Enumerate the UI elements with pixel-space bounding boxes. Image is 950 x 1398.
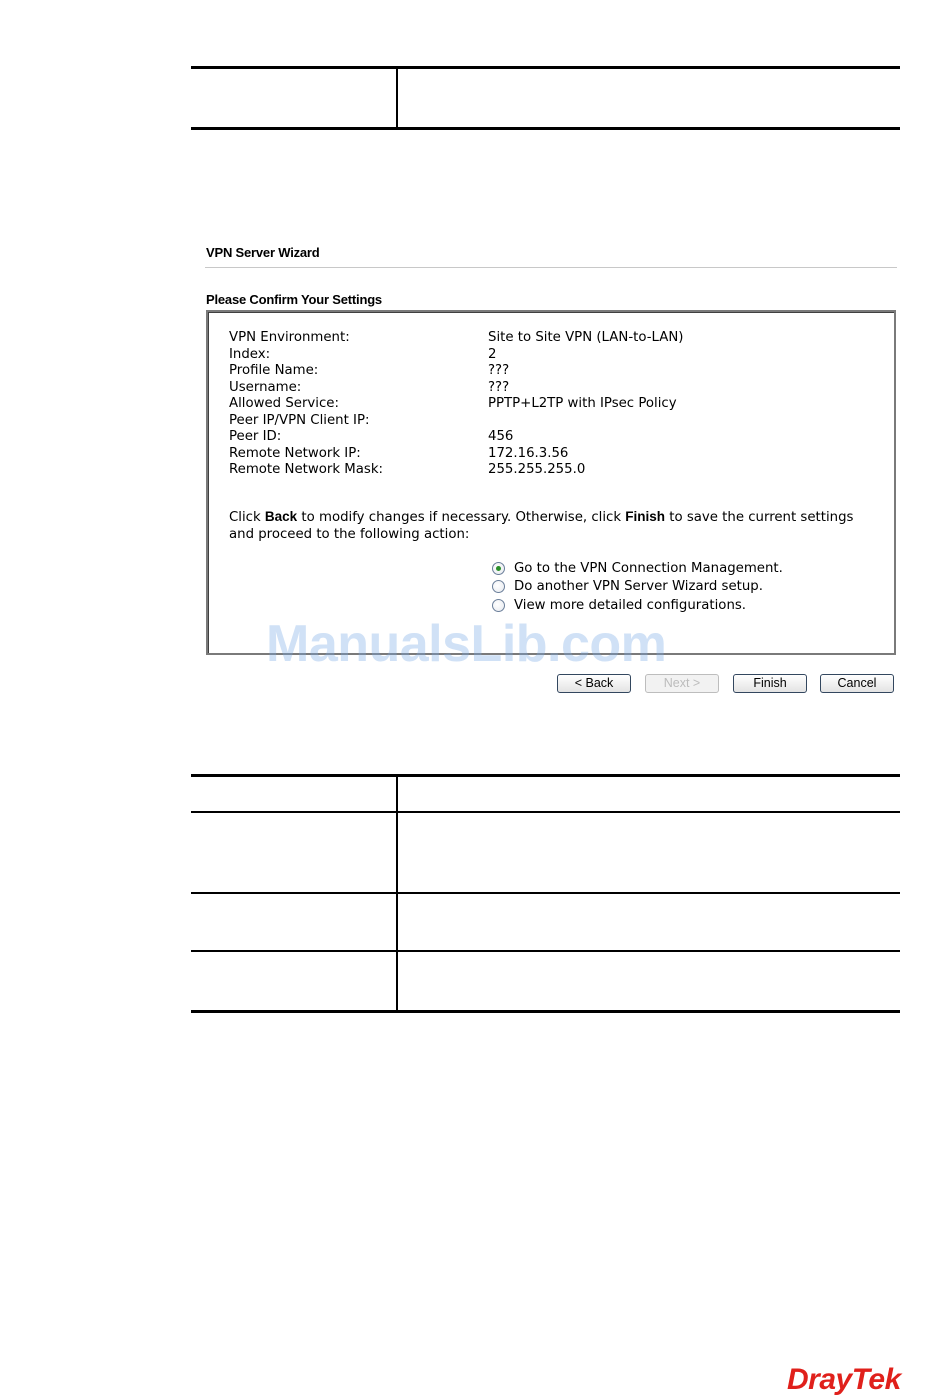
- setting-value: 456: [488, 429, 514, 444]
- title-divider: [205, 267, 897, 268]
- setting-label: Allowed Service:: [229, 396, 339, 411]
- setting-label: Profile Name:: [229, 363, 319, 378]
- setting-value: 172.16.3.56: [488, 445, 569, 461]
- setting-label: Remote Network IP:: [229, 445, 361, 461]
- watermark-text: ManualsLib.com: [266, 615, 667, 673]
- setting-value: Site to Site VPN (LAN-to-LAN): [488, 330, 684, 345]
- option-another-wizard-setup[interactable]: [492, 578, 783, 597]
- instruction-part: Click: [229, 510, 265, 525]
- setting-label: Index:: [229, 346, 271, 362]
- finish-button[interactable]: Finish: [733, 674, 807, 693]
- setting-value: ???: [488, 363, 510, 378]
- next-button[interactable]: Next >: [645, 674, 719, 693]
- setting-label: Remote Network Mask:: [229, 462, 384, 477]
- setting-value: 255.255.255.0: [488, 462, 586, 477]
- table-row-divider: [191, 950, 900, 952]
- draytek-logo: [785, 1360, 920, 1396]
- instruction-back-word: Back: [264, 509, 298, 524]
- instruction-part: to modify changes if necessary. Otherwise, click: [297, 510, 626, 525]
- confirm-heading: Please Confirm Your Settings: [206, 292, 382, 307]
- logo-wordmark: DrayTek: [787, 1363, 901, 1396]
- wizard-title: VPN Server Wizard: [206, 245, 320, 260]
- next-action-options: [492, 559, 783, 615]
- option-label: View more detailed configurations.: [514, 597, 747, 613]
- instruction-finish-word: Finish: [625, 509, 666, 524]
- radio-selected-icon[interactable]: [492, 562, 505, 575]
- option-label: Do another VPN Server Wizard setup.: [514, 579, 763, 595]
- radio-icon[interactable]: [492, 599, 505, 612]
- setting-value: ???: [488, 379, 510, 395]
- setting-value: 2: [488, 346, 497, 362]
- instruction-text: [229, 508, 879, 543]
- top-description-table: [191, 66, 900, 130]
- setting-label: Peer ID:: [229, 429, 282, 444]
- table-row-divider: [191, 892, 900, 894]
- setting-value: PPTP+L2TP with IPsec Policy: [488, 396, 677, 411]
- table-column-divider: [396, 69, 398, 127]
- cancel-button[interactable]: Cancel: [820, 674, 894, 693]
- option-label: Go to the VPN Connection Management.: [514, 560, 783, 576]
- setting-label: Username:: [229, 379, 302, 395]
- option-detailed-configurations[interactable]: [492, 596, 783, 615]
- setting-label: Peer IP/VPN Client IP:: [229, 412, 370, 428]
- radio-icon[interactable]: [492, 580, 505, 593]
- setting-label: VPN Environment:: [229, 330, 350, 345]
- bottom-description-table: [191, 774, 900, 1013]
- table-row-divider: [191, 811, 900, 813]
- instruction-part: to save the current settings and proceed to the following action:: [229, 510, 854, 542]
- option-vpn-connection-management[interactable]: [492, 559, 783, 578]
- back-button[interactable]: < Back: [557, 674, 631, 693]
